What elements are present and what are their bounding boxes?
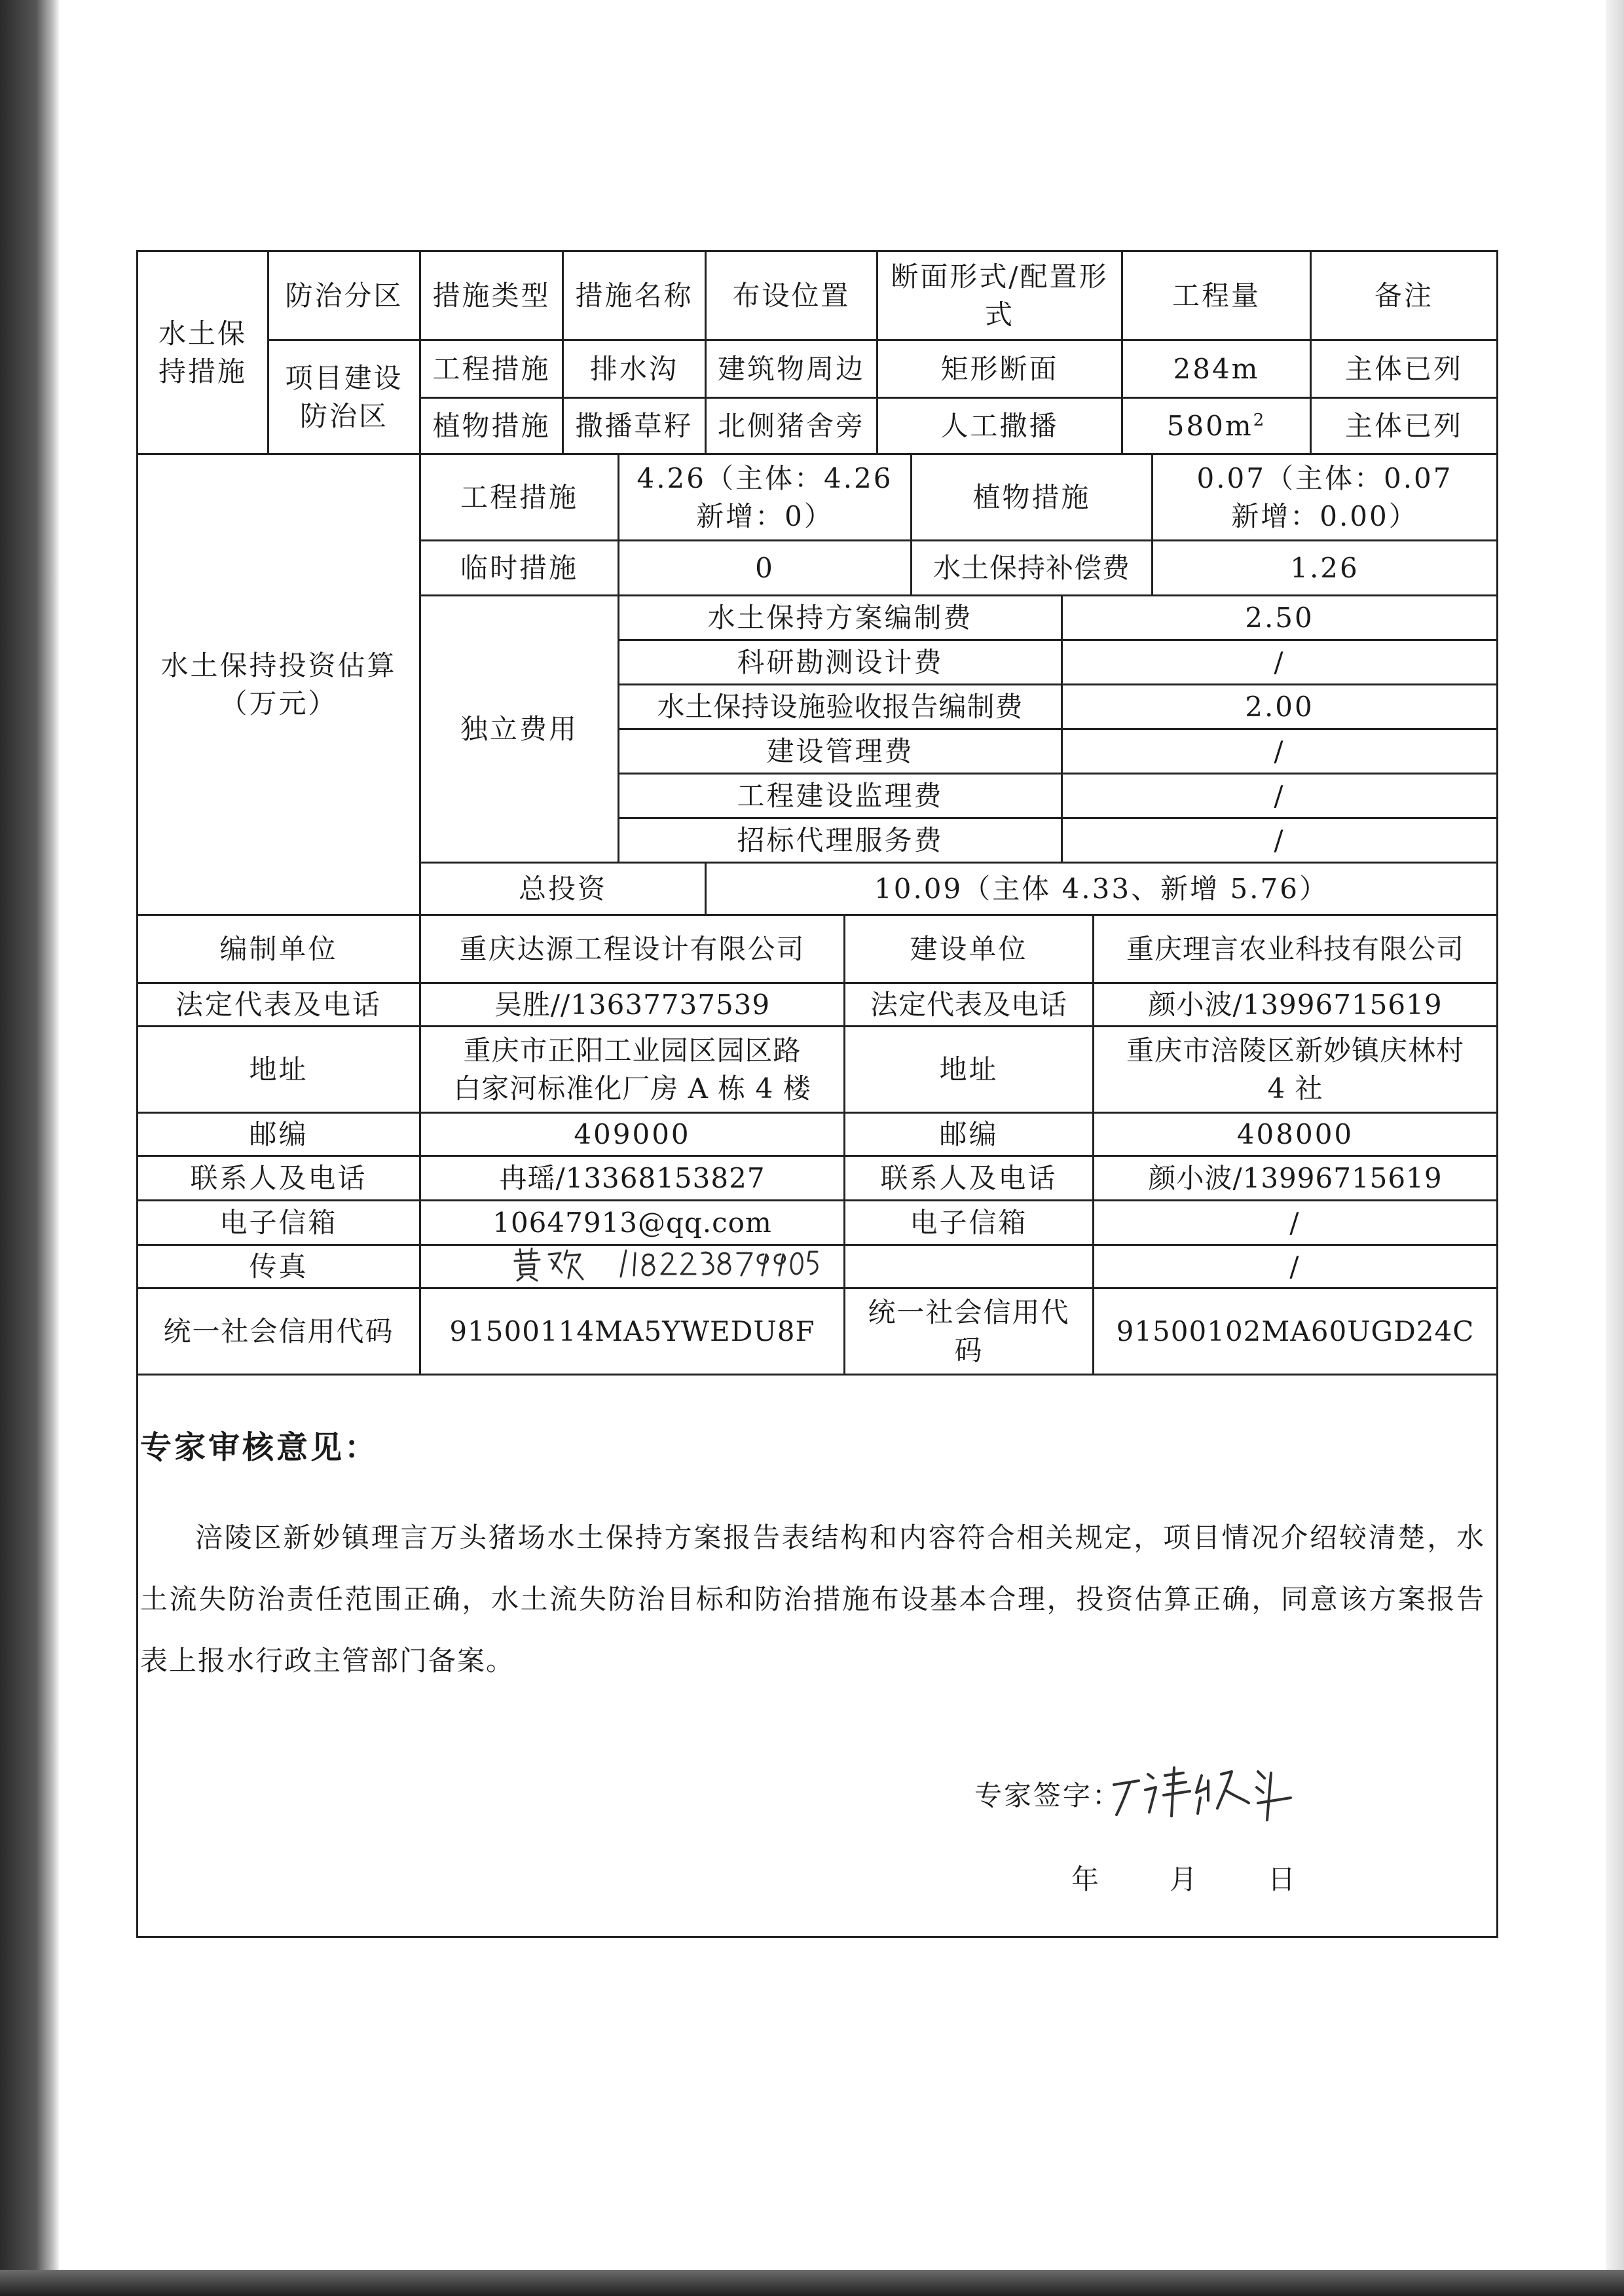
independent-item-value: 2.00 (1245, 690, 1314, 723)
postcode-left: 409000 (574, 1118, 691, 1150)
engineering-value: 4.26（主体：4.26 新增：0） (637, 462, 893, 532)
row2-remark: 主体已列 (1344, 409, 1463, 442)
email-label-right: 电子信箱 (910, 1206, 1028, 1239)
independent-item-label: 水土保持方案编制费 (707, 601, 973, 634)
expert-signature (1110, 1761, 1306, 1827)
postcode-right: 408000 (1236, 1118, 1354, 1150)
fax-right: / (1289, 1250, 1301, 1283)
plant-value: 0.07（主体：0.07 新增：0.00） (1196, 462, 1453, 532)
contact-left: 冉瑶/13368153827 (499, 1161, 766, 1194)
row1-quantity: 284m (1173, 352, 1260, 385)
header-zone: 防治分区 (285, 279, 403, 312)
credit-label: 统一社会信用代码 (163, 1315, 394, 1347)
independent-item-label: 科研勘测设计费 (737, 646, 944, 678)
signature-label: 专家签字： (974, 1779, 1122, 1812)
header-name: 措施名称 (575, 279, 693, 312)
header-type: 措施类型 (432, 279, 551, 312)
independent-item-value: / (1274, 646, 1285, 678)
postcode-label-right: 邮编 (939, 1118, 999, 1150)
date-day: 日 (1268, 1863, 1296, 1895)
rep-label-right: 法定代表及电话 (870, 988, 1067, 1021)
total-value: 10.09（主体 4.33、新增 5.76） (874, 872, 1329, 905)
header-section: 断面形式/配置形 式 (891, 260, 1109, 331)
credit-label-right: 统一社会信用代 码 (868, 1296, 1070, 1366)
independent-label: 独立费用 (460, 712, 578, 745)
measures-label: 水土保 持措施 (158, 317, 247, 388)
row1-type: 工程措施 (432, 352, 551, 385)
address-label: 地址 (249, 1053, 308, 1085)
row1-section: 矩形断面 (940, 352, 1059, 385)
review-body: 涪陵区新妙镇理言万头猪场水土保持方案报告表结构和内容符合相关规定，项目情况介绍较清楚，水土流失防治责任范围正确，水土流失防治目标和防治措施布设基本合理，投资估算正确，同意该方案报告表上报水行政主管部门备案。 (140, 1522, 1485, 1677)
header-remark: 备注 (1374, 279, 1433, 312)
independent-item-value: / (1274, 779, 1285, 812)
compiler-value: 重庆达源工程设计有限公司 (459, 932, 805, 965)
investment-label: 水土保持投资估算 （万元） (160, 649, 397, 720)
compensation-value: 1.26 (1290, 551, 1359, 584)
compensation-label: 水土保持补偿费 (932, 551, 1130, 584)
scan-bottom-edge (0, 2270, 1624, 2296)
address-label-right: 地址 (939, 1053, 999, 1085)
rep-right: 颜小波/13996715619 (1148, 988, 1443, 1021)
independent-item-label: 建设管理费 (766, 735, 914, 767)
email-left: 10647913@qq.com (492, 1206, 772, 1239)
handwritten-fax-entry (511, 1245, 825, 1282)
address-left: 重庆市正阳工业园区园区路 白家河标准化厂房 A 栋 4 楼 (453, 1034, 811, 1104)
contact-right: 颜小波/13996715619 (1148, 1161, 1443, 1194)
address-right: 重庆市涪陵区新妙镇庆林村 4 社 (1126, 1034, 1464, 1104)
rule (136, 1936, 1498, 1938)
temporary-value: 0 (755, 551, 775, 584)
postcode-label: 邮编 (249, 1118, 308, 1150)
compiler-label: 编制单位 (219, 932, 338, 965)
credit-right: 91500102MA60UGD24C (1116, 1315, 1475, 1347)
row2-location: 北侧猪舍旁 (717, 409, 865, 442)
email-label: 电子信箱 (219, 1206, 338, 1239)
scan-right-edge (1606, 0, 1624, 2296)
rep-left: 吴胜//13637737539 (494, 988, 771, 1021)
email-right: / (1289, 1206, 1301, 1239)
row2-type: 植物措施 (432, 409, 551, 442)
builder-value: 重庆理言农业科技有限公司 (1126, 932, 1464, 965)
credit-left: 91500114MA5YWEDU8F (449, 1315, 815, 1347)
builder-label: 建设单位 (910, 932, 1028, 965)
total-label: 总投资 (518, 872, 607, 905)
independent-item-value: 2.50 (1245, 601, 1314, 634)
independent-item-label: 工程建设监理费 (737, 779, 944, 812)
header-quantity: 工程量 (1172, 279, 1261, 312)
contact-label-right: 联系人及电话 (880, 1161, 1058, 1194)
row2-section: 人工撒播 (940, 409, 1059, 442)
date-year: 年 (1071, 1863, 1099, 1895)
row2-name: 撒播草籽 (575, 409, 693, 442)
fax-label: 传真 (249, 1250, 308, 1283)
row1-remark: 主体已列 (1344, 352, 1463, 385)
temporary-label: 临时措施 (460, 551, 578, 584)
row1-name: 排水沟 (589, 352, 678, 385)
rule (136, 1374, 138, 1938)
engineering-label: 工程措施 (460, 481, 578, 513)
row2-quantity: $580m^2$ (1166, 409, 1266, 442)
independent-item-label: 招标代理服务费 (737, 824, 944, 856)
independent-item-value: / (1274, 735, 1285, 767)
rule (1496, 250, 1498, 1938)
plant-label: 植物措施 (972, 481, 1091, 513)
scan-left-edge (0, 0, 59, 2296)
review-title: 专家审核意见： (140, 1429, 379, 1466)
independent-item-label: 水土保持设施验收报告编制费 (657, 690, 1024, 723)
header-location: 布设位置 (732, 279, 851, 312)
rep-label: 法定代表及电话 (175, 988, 382, 1021)
date-month: 月 (1170, 1863, 1198, 1895)
zone-value: 项目建设 防治区 (285, 361, 403, 432)
contact-label: 联系人及电话 (190, 1161, 367, 1194)
rule (136, 1374, 1498, 1376)
independent-item-value: / (1274, 824, 1285, 856)
row1-location: 建筑物周边 (717, 352, 865, 385)
